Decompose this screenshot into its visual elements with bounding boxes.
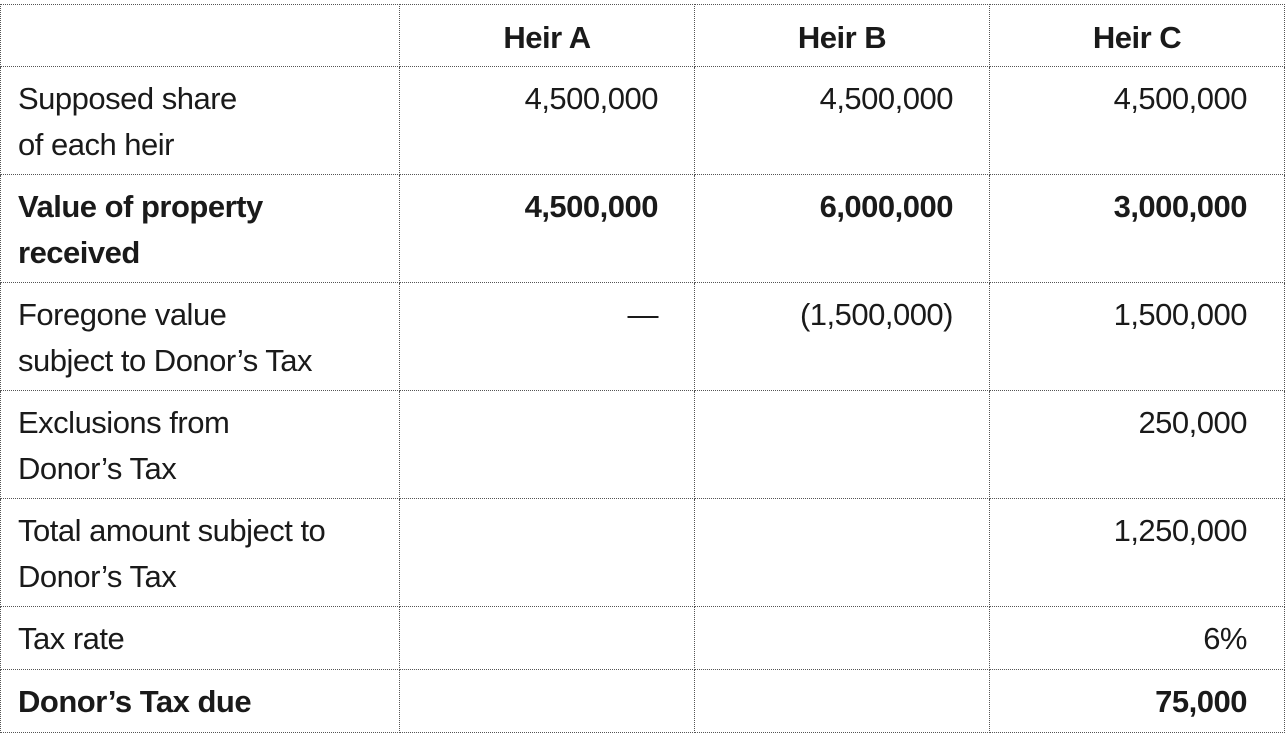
row-label-line: Supposed share bbox=[18, 81, 237, 116]
row-label-line: Donor’s Tax bbox=[18, 559, 177, 594]
row-label bbox=[1, 391, 400, 499]
row-label-line: of each heir bbox=[18, 127, 174, 162]
table-row-exclusions bbox=[1, 391, 1285, 499]
row-label-line: Foregone value bbox=[18, 297, 227, 332]
row-label-line: Donor’s Tax due bbox=[18, 684, 252, 719]
row-label bbox=[1, 499, 400, 607]
cell-heir-b: 4,500,000 bbox=[695, 67, 990, 175]
row-label bbox=[1, 670, 400, 733]
cell-heir-b: (1,500,000) bbox=[695, 283, 990, 391]
table-row-value-received bbox=[1, 175, 1285, 283]
cell-heir-c: 250,000 bbox=[990, 391, 1285, 499]
row-label-line: Donor’s Tax bbox=[18, 451, 177, 486]
table-row-total-subject bbox=[1, 499, 1285, 607]
cell-heir-c: 3,000,000 bbox=[990, 175, 1285, 283]
row-label bbox=[1, 283, 400, 391]
cell-heir-b bbox=[695, 670, 990, 733]
cell-heir-a bbox=[400, 607, 695, 670]
cell-heir-b bbox=[695, 391, 990, 499]
cell-heir-c: 1,500,000 bbox=[990, 283, 1285, 391]
cell-heir-c: 1,250,000 bbox=[990, 499, 1285, 607]
cell-heir-b bbox=[695, 499, 990, 607]
table-row-tax-due bbox=[1, 670, 1285, 733]
cell-heir-a bbox=[400, 499, 695, 607]
table-row-tax-rate bbox=[1, 607, 1285, 670]
row-label bbox=[1, 175, 400, 283]
cell-heir-a bbox=[400, 391, 695, 499]
cell-heir-b: 6,000,000 bbox=[695, 175, 990, 283]
table-header-row bbox=[1, 5, 1285, 67]
cell-heir-a bbox=[400, 670, 695, 733]
donors-tax-table bbox=[0, 4, 1285, 733]
cell-heir-b bbox=[695, 607, 990, 670]
row-label-line: subject to Donor’s Tax bbox=[18, 343, 313, 378]
header-cell-heir-c: Heir C bbox=[990, 5, 1285, 67]
row-label-line: Total amount subject to bbox=[18, 513, 326, 548]
cell-heir-a: 4,500,000 bbox=[400, 67, 695, 175]
cell-heir-a: — bbox=[400, 283, 695, 391]
row-label bbox=[1, 67, 400, 175]
row-label bbox=[1, 607, 400, 670]
cell-heir-c: 4,500,000 bbox=[990, 67, 1285, 175]
cell-heir-a: 4,500,000 bbox=[400, 175, 695, 283]
row-label-line: Exclusions from bbox=[18, 405, 230, 440]
header-cell-empty bbox=[1, 5, 400, 67]
row-label-line: Value of property bbox=[18, 189, 263, 224]
cell-heir-c: 75,000 bbox=[990, 670, 1285, 733]
table-row-supposed-share bbox=[1, 67, 1285, 175]
row-label-line: Tax rate bbox=[18, 621, 125, 656]
row-label-line: received bbox=[18, 235, 140, 270]
table-row-foregone-value bbox=[1, 283, 1285, 391]
cell-heir-c: 6% bbox=[990, 607, 1285, 670]
header-cell-heir-b: Heir B bbox=[695, 5, 990, 67]
header-cell-heir-a: Heir A bbox=[400, 5, 695, 67]
